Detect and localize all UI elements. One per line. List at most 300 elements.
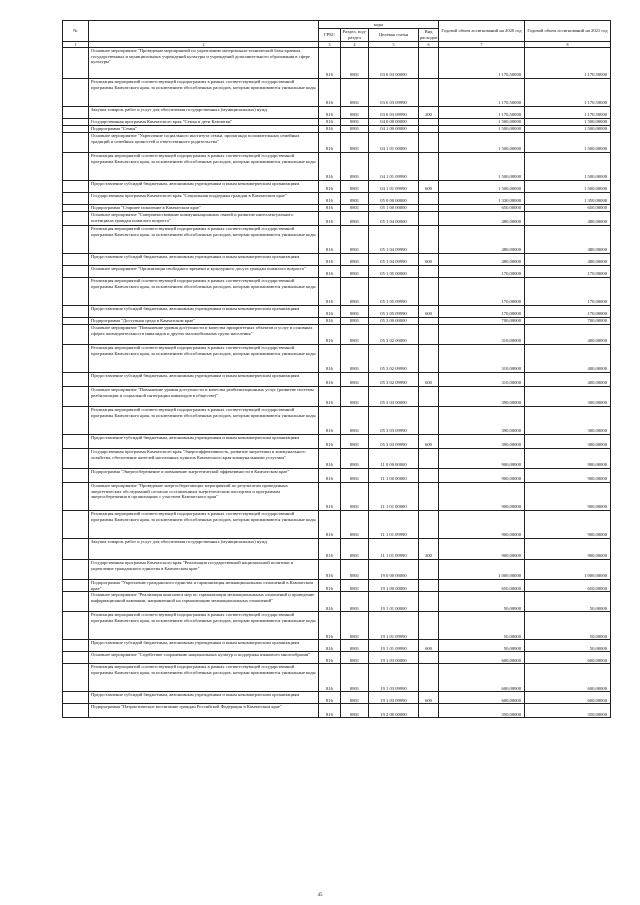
row-num-cell: [63, 193, 89, 205]
row-num-cell: [63, 373, 89, 387]
col-number: 7: [439, 42, 525, 48]
row-grbs-cell: 816: [319, 652, 341, 664]
row-2021-cell: 1 500,00000: [525, 181, 611, 193]
row-2021-cell: 400,00000: [525, 373, 611, 387]
row-2021-cell: 480,00000: [525, 212, 611, 226]
row-2020-cell: 480,00000: [439, 212, 525, 226]
row-grbs-cell: 816: [319, 539, 341, 560]
row-razdel-cell: 0801: [341, 652, 369, 664]
row-name-cell: Подпрограмма "Энергосбережение и повышение энергетической эффективности в Камчатском крае": [89, 469, 319, 483]
row-name-cell: Подпрограмма "Старшее поколение в Камчатском крае": [89, 205, 319, 212]
row-razdel-cell: 0801: [341, 79, 369, 107]
row-grbs-cell: 816: [319, 612, 341, 640]
row-csr-cell: 05 1 00 00000: [369, 205, 419, 212]
row-num-cell: [63, 325, 89, 345]
row-vr-cell: [419, 612, 439, 640]
row-num-cell: [63, 407, 89, 435]
row-2021-cell: 300,00000: [525, 435, 611, 449]
row-name-cell: Предоставление субсидий бюджетным, автономным учреждениям и иным некоммерческим организациям: [89, 373, 319, 387]
row-vr-cell: 600: [419, 373, 439, 387]
row-grbs-cell: 816: [319, 483, 341, 511]
row-vr-cell: [419, 318, 439, 325]
row-csr-cell: 19 1 03 00000: [369, 652, 419, 664]
row-razdel-cell: 0801: [341, 539, 369, 560]
row-name-cell: Реализация мероприятий соответствующей подпрограммы в рамках соответствующей государственной программы Камчатского края, за исключением обособленных расходов, которым присваиваются уникальные коды: [89, 345, 319, 373]
row-razdel-cell: 0801: [341, 387, 369, 407]
row-grbs-cell: 816: [319, 449, 341, 469]
budget-sheet: [62, 20, 610, 718]
table-row: [63, 212, 611, 226]
row-2020-cell: 1 170,50000: [439, 48, 525, 79]
row-vr-cell: [419, 449, 439, 469]
row-name-cell: Реализация мероприятий соответствующей подпрограммы в рамках соответствующей государственной программы Камчатского края, за исключением обособленных расходов, которым присваиваются уникальные коды: [89, 511, 319, 539]
col-number: 4: [341, 42, 369, 48]
row-2021-cell: 650,00000: [525, 580, 611, 592]
row-grbs-cell: 816: [319, 373, 341, 387]
row-vr-cell: [419, 469, 439, 483]
row-vr-cell: [419, 592, 439, 612]
row-csr-cell: 04 1 00 00000: [369, 126, 419, 133]
row-vr-cell: [419, 126, 439, 133]
row-num-cell: [63, 126, 89, 133]
row-csr-cell: 04 0 00 00000: [369, 119, 419, 126]
row-2020-cell: 310,00000: [439, 325, 525, 345]
row-grbs-cell: 816: [319, 119, 341, 126]
row-grbs-cell: 816: [319, 278, 341, 306]
table-row: [63, 205, 611, 212]
row-csr-cell: 05 3 02 09990: [369, 345, 419, 373]
row-grbs-cell: 816: [319, 318, 341, 325]
row-razdel-cell: 0801: [341, 469, 369, 483]
row-grbs-cell: 816: [319, 133, 341, 153]
row-razdel-cell: 0801: [341, 254, 369, 266]
row-name-cell: Основное мероприятие "Повышение уровня доступности и качества приоритетных объектов и услуг в основных сферах жизнедеятельности инвалидов и других маломобильных групп населения": [89, 325, 319, 345]
col-number: 5: [369, 42, 419, 48]
row-2020-cell: 900,00000: [439, 469, 525, 483]
row-num-cell: [63, 345, 89, 373]
row-razdel-cell: 0801: [341, 226, 369, 254]
row-razdel-cell: 0801: [341, 692, 369, 704]
row-2020-cell: 480,00000: [439, 254, 525, 266]
row-razdel-cell: 0801: [341, 483, 369, 511]
row-2021-cell: 170,00000: [525, 278, 611, 306]
page-number: 45: [317, 893, 323, 898]
row-2020-cell: 170,00000: [439, 266, 525, 278]
table-row: [63, 181, 611, 193]
row-vr-cell: [419, 560, 439, 580]
row-name-cell: Подпрограмма "Семья": [89, 126, 319, 133]
row-razdel-cell: 0801: [341, 592, 369, 612]
row-vr-cell: [419, 79, 439, 107]
row-name-cell: Основное мероприятие "Организация свободного времени и культурного досуга граждан пожилого возраста": [89, 266, 319, 278]
row-name-cell: Основное мероприятие "Повышение уровня доступности и качества реабилитационных услуг (развитие системы реабилитации и социальной интеграции инвалидов в обществе)": [89, 387, 319, 407]
table-row: [63, 449, 611, 469]
row-num-cell: [63, 664, 89, 692]
row-name-cell: Закупка товаров, работ и услуг для обеспечения государственных (муниципальных) нужд: [89, 539, 319, 560]
row-2020-cell: 1 170,50000: [439, 79, 525, 107]
table-row: [63, 345, 611, 373]
row-name-cell: Государственная программа Камчатского края "Социальная поддержка граждан в Камчатском крае": [89, 193, 319, 205]
row-name-cell: Предоставление субсидий бюджетным, автономным учреждениям и иным некоммерческим организациям: [89, 181, 319, 193]
row-num-cell: [63, 266, 89, 278]
row-2021-cell: 1 500,00000: [525, 126, 611, 133]
row-razdel-cell: 0801: [341, 126, 369, 133]
row-razdel-cell: 0801: [341, 560, 369, 580]
row-grbs-cell: 816: [319, 226, 341, 254]
row-vr-cell: [419, 278, 439, 306]
row-csr-cell: 04 1 01 00000: [369, 133, 419, 153]
table-row: [63, 469, 611, 483]
row-razdel-cell: 0801: [341, 318, 369, 325]
row-razdel-cell: 0801: [341, 266, 369, 278]
row-grbs-cell: 816: [319, 704, 341, 718]
row-vr-cell: 600: [419, 181, 439, 193]
row-razdel-cell: 0801: [341, 278, 369, 306]
row-grbs-cell: 816: [319, 266, 341, 278]
row-vr-cell: [419, 48, 439, 79]
row-vr-cell: 600: [419, 306, 439, 318]
table-row: [63, 539, 611, 560]
row-name-cell: Реализация мероприятий соответствующей подпрограммы в рамках соответствующей государственной программы Камчатского края, за исключением обособленных расходов, которым присваиваются уникальные коды: [89, 407, 319, 435]
row-grbs-cell: 816: [319, 107, 341, 119]
row-name-cell: Основное мероприятие "Содействие сохранению национальных культур и поддержка языкового многообразия": [89, 652, 319, 664]
row-num-cell: [63, 133, 89, 153]
row-num-cell: [63, 612, 89, 640]
table-row: [63, 306, 611, 318]
row-2021-cell: 1 350,00000: [525, 193, 611, 205]
table-row: [63, 664, 611, 692]
row-grbs-cell: 816: [319, 254, 341, 266]
row-2020-cell: 1 500,00000: [439, 181, 525, 193]
row-csr-cell: 05 1 05 09990: [369, 278, 419, 306]
row-2020-cell: 390,00000: [439, 435, 525, 449]
row-csr-cell: 03 6 03 09990: [369, 107, 419, 119]
row-num-cell: [63, 483, 89, 511]
row-name-cell: Реализация мероприятий соответствующей подпрограммы в рамках соответствующей государственной программы Камчатского края, за исключением обособленных расходов, которым присваиваются уникальные коды: [89, 226, 319, 254]
table-row: [63, 278, 611, 306]
row-vr-cell: [419, 407, 439, 435]
row-razdel-cell: 0801: [341, 612, 369, 640]
row-csr-cell: 19 1 01 09990: [369, 640, 419, 652]
row-razdel-cell: 0801: [341, 640, 369, 652]
table-row: [63, 107, 611, 119]
header-num: №: [63, 21, 89, 42]
row-2020-cell: 650,00000: [439, 205, 525, 212]
row-name-cell: Предоставление субсидий бюджетным, автономным учреждениям и иным некоммерческим организациям: [89, 435, 319, 449]
row-csr-cell: 05 0 00 00000: [369, 193, 419, 205]
col-number: 3: [319, 42, 341, 48]
table-row: [63, 560, 611, 580]
row-razdel-cell: 0801: [341, 704, 369, 718]
row-num-cell: [63, 107, 89, 119]
row-razdel-cell: 0801: [341, 664, 369, 692]
row-2020-cell: 350,00000: [439, 704, 525, 718]
row-razdel-cell: 0801: [341, 181, 369, 193]
row-name-cell: Подпрограмма "Укрепление гражданского единства и гармонизация межнациональных отношений в Камчатском крае": [89, 580, 319, 592]
header-razdel: Раздел, под-раздел: [341, 29, 369, 42]
row-2020-cell: 50,00000: [439, 592, 525, 612]
row-2020-cell: 900,00000: [439, 539, 525, 560]
row-2020-cell: 50,00000: [439, 640, 525, 652]
row-2021-cell: 1 170,50000: [525, 48, 611, 79]
row-csr-cell: 05 3 02 09990: [369, 373, 419, 387]
table-row: [63, 153, 611, 181]
header-vr: Вид расходов: [420, 29, 438, 40]
row-razdel-cell: 0801: [341, 119, 369, 126]
row-2020-cell: 1 500,00000: [439, 153, 525, 181]
row-num-cell: [63, 640, 89, 652]
row-csr-cell: 05 3 03 09990: [369, 435, 419, 449]
row-name-cell: Основное мероприятие "Проведение мероприятий по укреплению материально-технической базы краевых государственных и муниципальных учреждений культуры и учреждений дополнительного образования в сфере культуры": [89, 48, 319, 79]
row-name-cell: Реализация мероприятий соответствующей подпрограммы в рамках соответствующей государственной программы Камчатского края, за исключением обособленных расходов, которым присваиваются уникальные коды: [89, 79, 319, 107]
row-razdel-cell: 0801: [341, 133, 369, 153]
row-num-cell: [63, 692, 89, 704]
row-name-cell: Основное мероприятие "Проведение энергосберегающих мероприятий по результатам проведенных энергетических обследований согласно составленным энергетическим паспортам и программам энергосбережения в организациях с участием Камчатского края": [89, 483, 319, 511]
row-name-cell: Подпрограмма "Патриотическое воспитание граждан Российской Федерации в Камчатском крае": [89, 704, 319, 718]
row-grbs-cell: 816: [319, 387, 341, 407]
table-row: [63, 318, 611, 325]
row-2021-cell: 300,00000: [525, 387, 611, 407]
row-razdel-cell: 0801: [341, 449, 369, 469]
row-vr-cell: 600: [419, 640, 439, 652]
row-grbs-cell: 816: [319, 345, 341, 373]
row-grbs-cell: 816: [319, 407, 341, 435]
row-vr-cell: [419, 580, 439, 592]
row-2020-cell: 1 500,00000: [439, 126, 525, 133]
row-num-cell: [63, 449, 89, 469]
row-num-cell: [63, 278, 89, 306]
row-csr-cell: 05 1 04 00000: [369, 212, 419, 226]
row-name-cell: Реализация мероприятий соответствующей подпрограммы в рамках соответствующей государственной программы Камчатского края, за исключением обособленных расходов, которым присваиваются уникальные коды: [89, 664, 319, 692]
row-csr-cell: 05 1 05 00000: [369, 266, 419, 278]
row-csr-cell: 11 1 01 09990: [369, 511, 419, 539]
row-razdel-cell: 0801: [341, 107, 369, 119]
row-2021-cell: 50,00000: [525, 612, 611, 640]
row-2020-cell: 390,00000: [439, 387, 525, 407]
row-csr-cell: 11 1 01 09990: [369, 539, 419, 560]
row-csr-cell: 11 1 01 00000: [369, 483, 419, 511]
row-2020-cell: 170,00000: [439, 306, 525, 318]
row-vr-cell: 200: [419, 107, 439, 119]
row-grbs-cell: 816: [319, 79, 341, 107]
row-name-cell: Реализация мероприятий соответствующей подпрограммы в рамках соответствующей государственной программы Камчатского края, за исключением обособленных расходов, которым присваиваются уникальные коды: [89, 278, 319, 306]
row-razdel-cell: 0801: [341, 212, 369, 226]
row-csr-cell: 19 1 01 00000: [369, 592, 419, 612]
header-csr: Целевая статья: [369, 29, 419, 42]
row-vr-cell: [419, 193, 439, 205]
row-vr-cell: [419, 266, 439, 278]
row-num-cell: [63, 652, 89, 664]
row-grbs-cell: 816: [319, 212, 341, 226]
row-num-cell: [63, 318, 89, 325]
row-grbs-cell: 816: [319, 592, 341, 612]
row-vr-cell: 200: [419, 539, 439, 560]
table-row: [63, 652, 611, 664]
row-2021-cell: 1 170,50000: [525, 107, 611, 119]
row-vr-cell: 600: [419, 254, 439, 266]
table-row: [63, 193, 611, 205]
row-num-cell: [63, 153, 89, 181]
row-2021-cell: 600,00000: [525, 692, 611, 704]
row-num-cell: [63, 254, 89, 266]
row-2021-cell: 480,00000: [525, 254, 611, 266]
row-2021-cell: 900,00000: [525, 483, 611, 511]
row-2021-cell: 1 000,00000: [525, 560, 611, 580]
row-razdel-cell: 0801: [341, 306, 369, 318]
row-razdel-cell: 0801: [341, 325, 369, 345]
row-csr-cell: 05 1 04 09990: [369, 226, 419, 254]
row-vr-cell: [419, 212, 439, 226]
row-2021-cell: 400,00000: [525, 345, 611, 373]
row-grbs-cell: 816: [319, 153, 341, 181]
row-csr-cell: 04 1 01 09990: [369, 153, 419, 181]
row-vr-cell: 600: [419, 692, 439, 704]
row-grbs-cell: 816: [319, 435, 341, 449]
row-2021-cell: 600,00000: [525, 652, 611, 664]
row-vr-cell: [419, 153, 439, 181]
row-name-cell: Предоставление субсидий бюджетным, автономным учреждениям и иным некоммерческим организациям: [89, 306, 319, 318]
budget-table: [62, 20, 611, 718]
row-2021-cell: 300,00000: [525, 407, 611, 435]
row-name-cell: Государственная программа Камчатского края "Реализация государственной национальной политики и укрепление гражданского единства в Камчатском крае": [89, 560, 319, 580]
row-vr-cell: [419, 226, 439, 254]
row-2020-cell: 480,00000: [439, 226, 525, 254]
table-row: [63, 692, 611, 704]
row-2021-cell: 1 170,50000: [525, 79, 611, 107]
row-2020-cell: 900,00000: [439, 449, 525, 469]
row-csr-cell: 19 2 00 00000: [369, 704, 419, 718]
table-row: [63, 592, 611, 612]
row-num-cell: [63, 205, 89, 212]
row-name-cell: Закупка товаров, работ и услуг для обеспечения государственных (муниципальных) нужд: [89, 107, 319, 119]
row-csr-cell: 04 1 01 09990: [369, 181, 419, 193]
row-grbs-cell: 816: [319, 560, 341, 580]
row-num-cell: [63, 511, 89, 539]
row-csr-cell: 19 0 00 00000: [369, 560, 419, 580]
row-num-cell: [63, 306, 89, 318]
row-vr-cell: [419, 119, 439, 126]
table-row: [63, 266, 611, 278]
row-num-cell: [63, 212, 89, 226]
row-2021-cell: 50,00000: [525, 640, 611, 652]
row-2020-cell: 50,00000: [439, 612, 525, 640]
row-2021-cell: 400,00000: [525, 325, 611, 345]
row-grbs-cell: 816: [319, 640, 341, 652]
row-csr-cell: 11 0 00 00000: [369, 449, 419, 469]
header-2020: Годовой объем ассигнований на 2020 год: [439, 21, 525, 42]
row-num-cell: [63, 704, 89, 718]
row-csr-cell: 05 3 02 00000: [369, 325, 419, 345]
row-csr-cell: 19 1 03 09990: [369, 692, 419, 704]
row-razdel-cell: 0801: [341, 511, 369, 539]
row-name-cell: Государственная программа Камчатского края "Энергоэффективность, развитие энергетики и коммунального хозяйства, обеспечение жителей населенных пунктов Камчатского края коммунальными услугами": [89, 449, 319, 469]
row-name-cell: Основное мероприятие "Совершенствование коммуникационных связей и развитие интеллектуального потенциала граждан пожилого возраста": [89, 212, 319, 226]
row-csr-cell: 05 3 03 00000: [369, 387, 419, 407]
table-row: [63, 226, 611, 254]
row-num-cell: [63, 539, 89, 560]
row-num-cell: [63, 226, 89, 254]
row-csr-cell: 03 6 03 09990: [369, 79, 419, 107]
row-grbs-cell: 816: [319, 181, 341, 193]
row-2021-cell: 170,00000: [525, 306, 611, 318]
table-row: [63, 612, 611, 640]
row-csr-cell: 19 1 01 09990: [369, 612, 419, 640]
row-name-cell: Предоставление субсидий бюджетным, автономным учреждениям и иным некоммерческим организациям: [89, 254, 319, 266]
col-number: 2: [89, 42, 319, 48]
table-row: [63, 79, 611, 107]
row-vr-cell: [419, 387, 439, 407]
row-2021-cell: 1 500,00000: [525, 119, 611, 126]
row-csr-cell: 19 1 00 00000: [369, 580, 419, 592]
table-row: [63, 373, 611, 387]
table-row: [63, 48, 611, 79]
row-2021-cell: 650,00000: [525, 205, 611, 212]
row-num-cell: [63, 580, 89, 592]
table-row: [63, 704, 611, 718]
row-2021-cell: 1 500,00000: [525, 133, 611, 153]
row-num-cell: [63, 592, 89, 612]
row-razdel-cell: 0801: [341, 373, 369, 387]
table-row: [63, 387, 611, 407]
row-2021-cell: 480,00000: [525, 226, 611, 254]
row-name-cell: Реализация мероприятий соответствующей подпрограммы в рамках соответствующей государственной программы Камчатского края, за исключением обособленных расходов, которым присваиваются уникальные коды: [89, 153, 319, 181]
row-2021-cell: 350,00000: [525, 704, 611, 718]
row-2020-cell: 1 500,00000: [439, 133, 525, 153]
row-2021-cell: 900,00000: [525, 469, 611, 483]
row-2021-cell: 50,00000: [525, 592, 611, 612]
row-grbs-cell: 816: [319, 306, 341, 318]
row-vr-cell: [419, 664, 439, 692]
row-vr-cell: [419, 205, 439, 212]
row-grbs-cell: 816: [319, 205, 341, 212]
row-2021-cell: 900,00000: [525, 511, 611, 539]
row-2020-cell: 310,00000: [439, 345, 525, 373]
row-2020-cell: 900,00000: [439, 511, 525, 539]
row-2020-cell: 310,00000: [439, 373, 525, 387]
row-razdel-cell: 0801: [341, 407, 369, 435]
row-2020-cell: 600,00000: [439, 664, 525, 692]
row-grbs-cell: 816: [319, 193, 341, 205]
row-2020-cell: 600,00000: [439, 652, 525, 664]
row-vr-cell: 600: [419, 435, 439, 449]
row-razdel-cell: 0801: [341, 580, 369, 592]
row-num-cell: [63, 560, 89, 580]
row-grbs-cell: 816: [319, 126, 341, 133]
table-body: [63, 48, 611, 718]
row-vr-cell: [419, 511, 439, 539]
table-row: [63, 580, 611, 592]
header-name: [89, 21, 319, 42]
row-name-cell: Подпрограмма "Доступная среда в Камчатском крае": [89, 318, 319, 325]
row-name-cell: Реализация мероприятий соответствующей подпрограммы в рамках соответствующей государственной программы Камчатского края, за исключением обособленных расходов, которым присваиваются уникальные коды: [89, 612, 319, 640]
row-2021-cell: 170,00000: [525, 266, 611, 278]
row-grbs-cell: 816: [319, 692, 341, 704]
row-razdel-cell: 0801: [341, 48, 369, 79]
table-row: [63, 325, 611, 345]
row-vr-cell: [419, 325, 439, 345]
row-2021-cell: 600,00000: [525, 664, 611, 692]
row-name-cell: Предоставление субсидий бюджетным, автономным учреждениям и иным некоммерческим организациям: [89, 692, 319, 704]
row-vr-cell: [419, 345, 439, 373]
row-vr-cell: [419, 483, 439, 511]
row-grbs-cell: 816: [319, 511, 341, 539]
row-2020-cell: 600,00000: [439, 692, 525, 704]
row-2020-cell: 650,00000: [439, 580, 525, 592]
row-grbs-cell: 816: [319, 48, 341, 79]
table-row: [63, 126, 611, 133]
row-name-cell: Основное мероприятие "Укрепление социального института семьи, пропаганда положительных семейных традиций и семейных ценностей и ответственного родительства": [89, 133, 319, 153]
row-csr-cell: 03 6 03 00000: [369, 48, 419, 79]
